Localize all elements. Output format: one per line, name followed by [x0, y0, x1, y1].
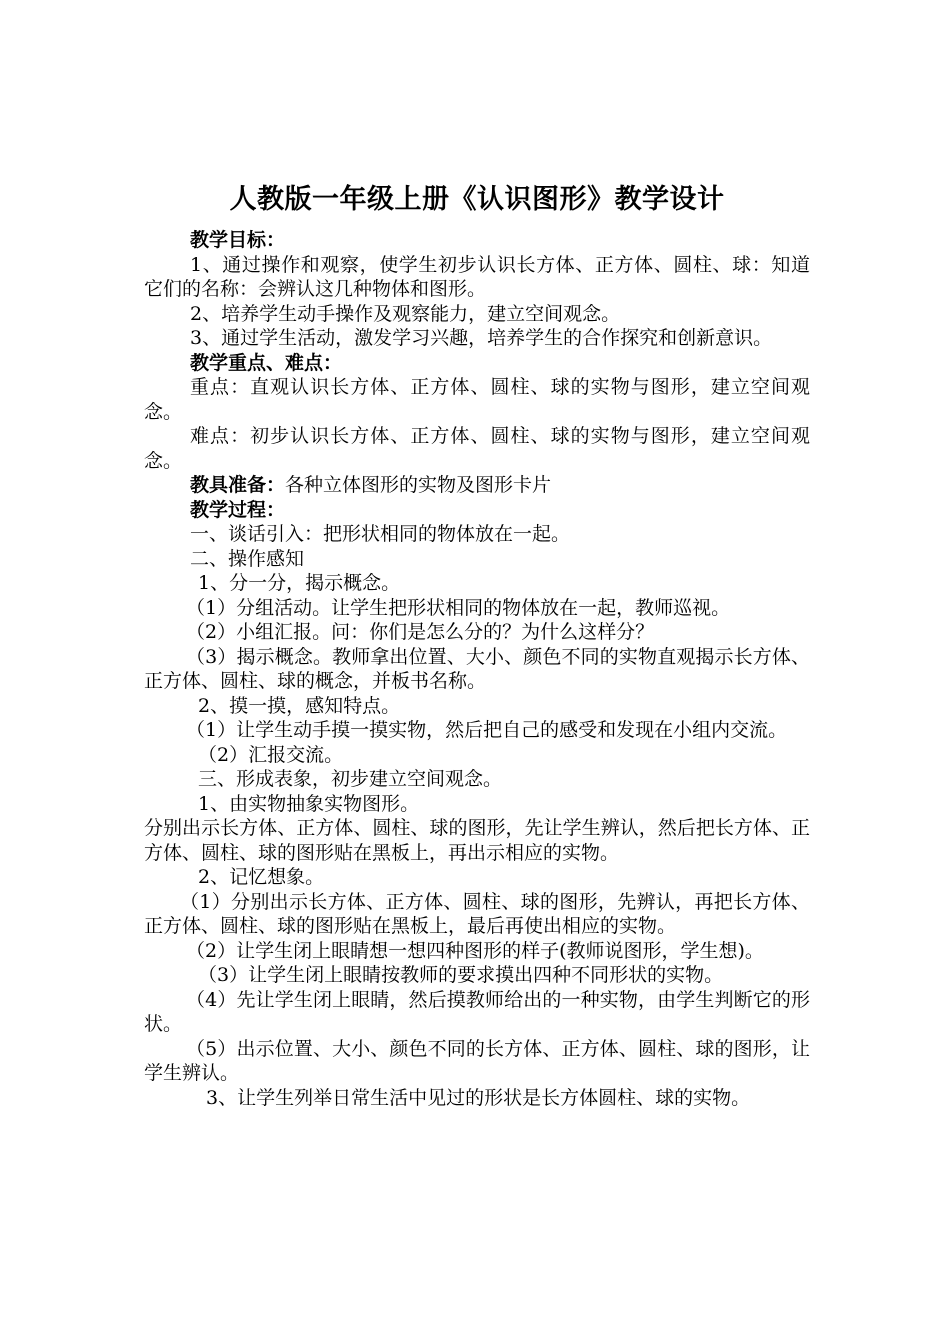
step-2-1b: （2）小组汇报。问：你们是怎么分的？为什么这样分？ — [186, 621, 655, 643]
step-3-1a: 分别出示长方体、正方体、圆柱、球的图形，先让学生辨认，然后把长方体、正方体、圆柱、球的图形贴在黑板上，再出示相应的实物。 — [144, 817, 810, 864]
step-2-2a: （1）让学生动手摸一摸实物，然后把自己的感受和发现在小组内交流。 — [186, 719, 788, 741]
process-heading: 教学过程： — [190, 498, 286, 521]
process-heading-line — [144, 498, 810, 523]
step-1: 一、谈话引入：把形状相同的物体放在一起。 — [190, 523, 571, 545]
difficult-point: 难点：初步认识长方体、正方体、圆柱、球的实物与图形，建立空间观念。 — [144, 425, 810, 472]
step-3-1: 1、由实物抽象实物图形。 — [198, 792, 420, 815]
tools-heading: 教具准备： — [190, 474, 286, 496]
tools-text: 各种立体图形的实物及图形卡片 — [285, 474, 552, 496]
step-3-2e: （5）出示位置、大小、颜色不同的长方体、正方体、圆柱、球的图形，让学生辨认。 — [144, 1037, 810, 1084]
step-2-2: 2、摸一摸，感知特点。 — [198, 694, 401, 717]
goals-heading-line — [144, 228, 810, 253]
step-2-1a: （1）分组活动。让学生把形状相同的物体放在一起，教师巡视。 — [186, 596, 731, 619]
step-2-2b: （2）汇报交流。 — [198, 743, 344, 766]
goal-3: 3、通过学生活动，激发学习兴趣，培养学生的合作探究和创新意识。 — [190, 327, 773, 349]
key-heading: 教学重点、难点： — [190, 351, 343, 374]
step-2: 二、操作感知 — [190, 547, 305, 570]
step-3-2c: （3）让学生闭上眼睛按教师的要求摸出四种不同形状的实物。 — [198, 964, 724, 986]
key-heading-line — [144, 351, 810, 376]
step-3-2b: （2）让学生闭上眼睛想一想四种图形的样子(教师说图形，学生想)。 — [186, 939, 764, 962]
step-3-2a: （1）分别出示长方体、正方体、圆柱、球的图形，先辨认，再把长方体、正方体、圆柱、球的图形贴在黑板上，最后再使出相应的实物。 — [144, 890, 810, 937]
step-2-1c: （3）揭示概念。教师拿出位置、大小、颜色不同的实物直观揭示长方体、正方体、圆柱、球的概念，并板书名称。 — [144, 645, 810, 692]
key-point: 重点：直观认识长方体、正方体、圆柱、球的实物与图形，建立空间观念。 — [144, 376, 810, 423]
step-3-3: 3、让学生列举日常生活中见过的形状是长方体圆柱、球的实物。 — [206, 1086, 751, 1109]
goal-1: 1、通过操作和观察，使学生初步认识长方体、正方体、圆柱、球：知道它们的名称：会辨认这几种物体和图形。 — [144, 253, 810, 300]
step-3: 三、形成表象，初步建立空间观念。 — [198, 768, 503, 790]
step-2-1: 1、分一分，揭示概念。 — [198, 572, 401, 594]
goals-heading: 教学目标： — [190, 229, 286, 251]
step-3-2d: （4）先让学生闭上眼睛，然后摸教师给出的一种实物，由学生判断它的形状。 — [144, 988, 810, 1035]
document-title: 人教版一年级上册《认识图形》教学设计 — [229, 184, 725, 215]
goal-2: 2、培养学生动手操作及观察能力，建立空间观念。 — [190, 302, 621, 325]
step-3-2: 2、记忆想象。 — [198, 866, 325, 888]
document-body — [144, 180, 810, 1110]
tools-line — [144, 473, 810, 498]
